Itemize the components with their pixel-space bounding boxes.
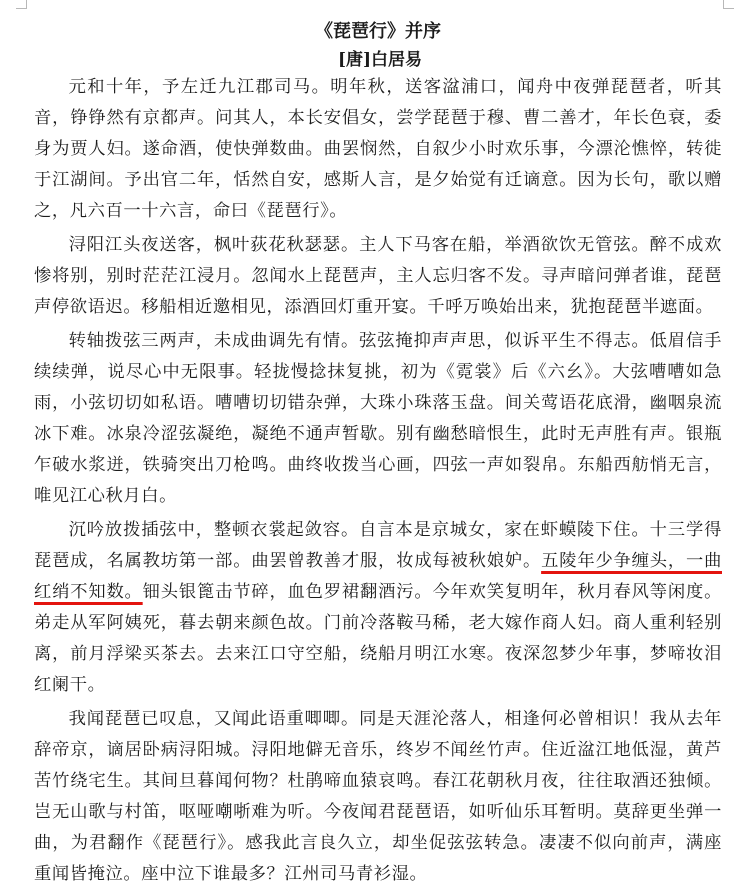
poem-byline: [唐]白居易 bbox=[337, 50, 423, 70]
page-corner-mark-right bbox=[723, 0, 734, 9]
poem-paragraph-1: 浔阳江头夜送客，枫叶荻花秋瑟瑟。主人下马客在船，举酒欲饮无管弦。醉不成欢惨将别，别时茫茫江浸月。忽闻水上琵琶声，主人忘归客不发。寻声暗问弹者谁，琵琶声停欲语迟。移船相近邀相见，添酒回灯重开宴。千呼万唤始出来，犹抱琵琶半遮面。 bbox=[34, 235, 722, 317]
page-corner-mark-left bbox=[16, 0, 27, 9]
poem-title: 《琵琶行》并序 bbox=[315, 21, 441, 42]
red-underlined-text: 五陵年少争缠头，一曲红绡不知数。 bbox=[34, 551, 722, 602]
document-body bbox=[34, 20, 722, 890]
paragraph-3-text-before: 沉吟放拨插弦中，整顿衣裳起敛容。自言本是京城女，家在虾蟆陵下住。十三学得琵琶成，名属教坊第一部。曲罢曾教善才服，妆成每被秋娘妒。 bbox=[34, 520, 722, 571]
poem-paragraph-4: 我闻琵琶已叹息，又闻此语重唧唧。同是天涯沦落人，相逢何必曾相识！我从去年辞帝京，谪居卧病浔阳城。浔阳地僻无音乐，终岁不闻丝竹声。住近湓江地低湿，黄芦苦竹绕宅生。其间旦暮闻何物？杜鹃啼血猿哀鸣。春江花朝秋月夜，往往取酒还独倾。岂无山歌与村笛，呕哑嘲哳难为听。今夜闻君琵琶语，如听仙乐耳暂明。莫辞更坐弹一曲，为君翻作《琵琶行》。感我此言良久立，却坐促弦弦转急。凄凄不似向前声，满座重闻皆掩泣。座中泣下谁最多？江州司马青衫湿。 bbox=[34, 709, 722, 884]
paragraph-3-text-after: 钿头银篦击节碎，血色罗裙翻酒污。今年欢笑复明年，秋月春风等闲度。弟走从军阿姨死，暮去朝来颜色故。门前冷落鞍马稀，老大嫁作商人妇。商人重利轻别离，前月浮梁买茶去。去来江口守空船，绕船月明江水寒。夜深忽梦少年事，梦啼妆泪红阑干。 bbox=[34, 582, 722, 695]
poem-paragraph-3 bbox=[34, 515, 722, 701]
poem-preface: 元和十年，予左迁九江郡司马。明年秋，送客湓浦口，闻舟中夜弹琵琶者，听其音，铮铮然有京都声。问其人，本长安倡女，尝学琵琶于穆、曹二善才，年长色衰，委身为贾人妇。遂命酒，使快弹数曲。曲罢悯然，自叙少小时欢乐事，今漂沦憔悴，转徙于江湖间。予出官二年，恬然自安，感斯人言，是夕始觉有迁谪意。因为长句，歌以赠之，凡六百一十六言，命曰《琵琶行》。 bbox=[34, 77, 722, 221]
poem-paragraph-2: 转轴拨弦三两声，未成曲调先有情。弦弦掩抑声声思，似诉平生不得志。低眉信手续续弹，说尽心中无限事。轻拢慢捻抹复挑，初为《霓裳》后《六幺》。大弦嘈嘈如急雨，小弦切切如私语。嘈嘈切切错杂弹，大珠小珠落玉盘。间关莺语花底滑，幽咽泉流冰下难。冰泉冷涩弦凝绝，凝绝不通声暂歇。别有幽愁暗恨生，此时无声胜有声。银瓶乍破水浆迸，铁骑突出刀枪鸣。曲终收拨当心画，四弦一声如裂帛。东船西舫悄无言，唯见江心秋月白。 bbox=[34, 331, 722, 506]
